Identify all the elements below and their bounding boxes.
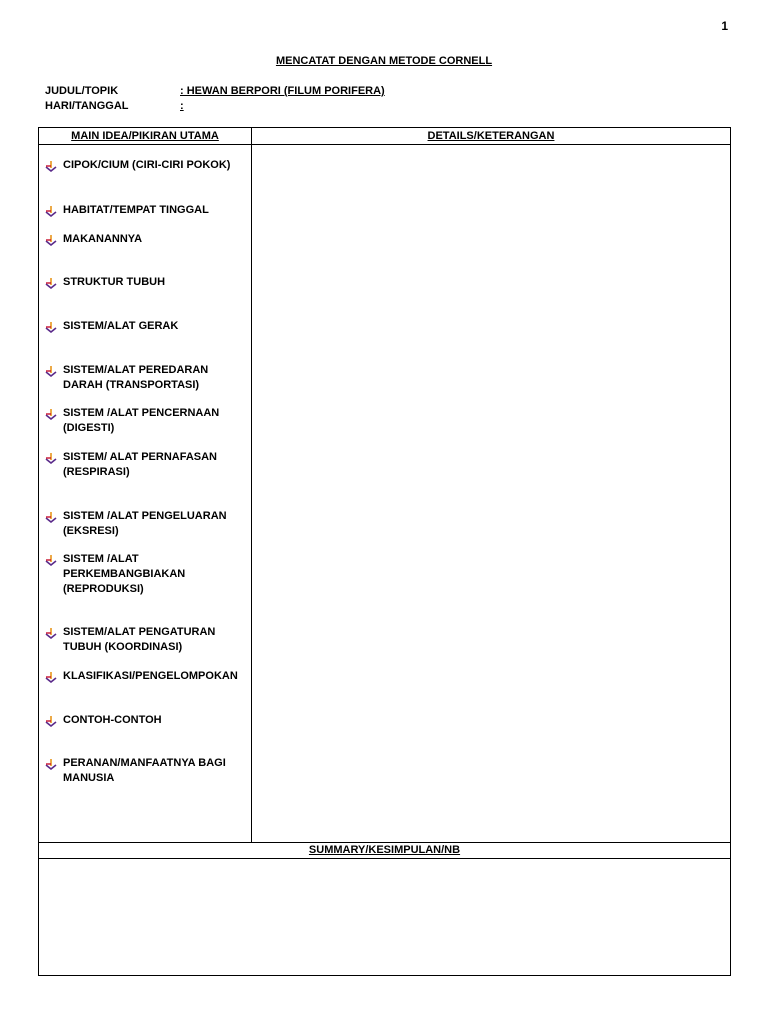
arrow-bullet-icon bbox=[45, 277, 57, 289]
arrow-bullet-icon bbox=[45, 365, 57, 377]
arrow-bullet-icon bbox=[45, 511, 57, 523]
arrow-bullet-icon bbox=[45, 627, 57, 639]
main-idea-item bbox=[45, 625, 247, 655]
details-header: DETAILS/KETERANGAN bbox=[427, 130, 555, 142]
main-idea-label: HABITAT/TEMPAT TINGGAL bbox=[63, 204, 209, 216]
main-idea-label: MAKANANNYA bbox=[63, 233, 143, 245]
topic-row bbox=[45, 85, 385, 97]
arrow-bullet-icon bbox=[45, 205, 57, 217]
main-idea-item bbox=[45, 203, 247, 218]
main-idea-label: SISTEM/ALAT PEREDARAN DARAH (TRANSPORTASI) bbox=[63, 364, 209, 391]
main-idea-item bbox=[45, 232, 247, 247]
topic-value: : HEWAN BERPORI (FILUM PORIFERA) bbox=[180, 85, 385, 97]
arrow-bullet-icon bbox=[45, 671, 57, 683]
details-area[interactable] bbox=[252, 145, 730, 842]
topic-label: JUDUL/TOPIK bbox=[45, 85, 119, 97]
main-idea-label: SISTEM /ALAT PENGELUARAN (EKSRESI) bbox=[63, 510, 227, 537]
main-idea-label: SISTEM /ALAT PERKEMBANGBIAKAN (REPRODUKSI) bbox=[63, 553, 186, 595]
main-idea-item bbox=[45, 713, 247, 728]
main-idea-item bbox=[45, 319, 247, 334]
main-idea-label: SISTEM /ALAT PENCERNAAN (DIGESTI) bbox=[63, 407, 220, 434]
date-label: HARI/TANGGAL bbox=[45, 100, 129, 112]
summary-area[interactable] bbox=[39, 859, 730, 975]
arrow-bullet-icon bbox=[45, 321, 57, 333]
main-idea-item bbox=[45, 158, 247, 173]
arrow-bullet-icon bbox=[45, 715, 57, 727]
main-idea-item bbox=[45, 669, 247, 684]
main-idea-label: CONTOH-CONTOH bbox=[63, 714, 162, 726]
cornell-table bbox=[38, 127, 731, 976]
main-idea-item bbox=[45, 756, 247, 786]
arrow-bullet-icon bbox=[45, 408, 57, 420]
main-idea-label: STRUKTUR TUBUH bbox=[63, 276, 166, 288]
main-idea-item bbox=[45, 275, 247, 290]
main-idea-item bbox=[45, 509, 247, 539]
main-idea-item bbox=[45, 552, 247, 597]
main-idea-item bbox=[45, 406, 247, 436]
arrow-bullet-icon bbox=[45, 452, 57, 464]
arrow-bullet-icon bbox=[45, 758, 57, 770]
arrow-bullet-icon bbox=[45, 234, 57, 246]
arrow-bullet-icon bbox=[45, 160, 57, 172]
arrow-bullet-icon bbox=[45, 554, 57, 566]
summary-header: SUMMARY/KESIMPULAN/NB bbox=[308, 844, 461, 856]
main-idea-label: PERANAN/MANFAATNYA BAGI MANUSIA bbox=[63, 757, 226, 784]
main-idea-item bbox=[45, 450, 247, 480]
date-value: : bbox=[180, 100, 184, 112]
main-idea-label: CIPOK/CIUM (CIRI-CIRI POKOK) bbox=[63, 159, 231, 171]
main-idea-label: SISTEM/ ALAT PERNAFASAN (RESPIRASI) bbox=[63, 451, 218, 478]
page-number: 1 bbox=[721, 19, 728, 33]
main-idea-label: SISTEM/ALAT GERAK bbox=[63, 320, 179, 332]
main-idea-label: KLASIFIKASI/PENGELOMPOKAN bbox=[63, 670, 238, 682]
main-idea-label: SISTEM/ALAT PENGATURAN TUBUH (KOORDINASI) bbox=[63, 626, 216, 653]
date-row bbox=[45, 100, 184, 112]
main-idea-header: MAIN IDEA/PIKIRAN UTAMA bbox=[71, 130, 219, 142]
document-title: MENCATAT DENGAN METODE CORNELL bbox=[275, 55, 493, 67]
main-idea-item bbox=[45, 363, 247, 393]
